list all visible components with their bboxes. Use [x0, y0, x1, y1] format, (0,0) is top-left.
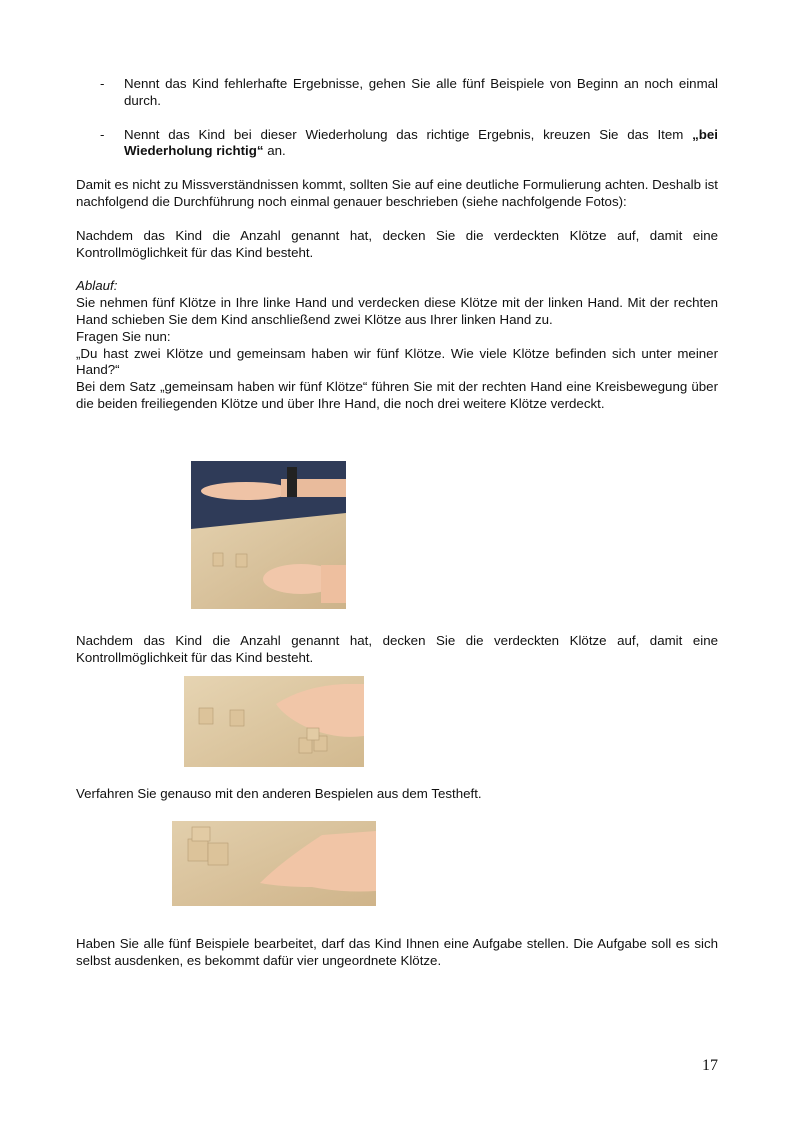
bullet-dash: -	[100, 76, 105, 91]
photo-revealed-blocks	[184, 676, 364, 767]
document-body	[76, 76, 718, 413]
question-quote: „Du hast zwei Klötze und gemeinsam haben wir fünf Klötze. Wie viele Klötze befinden sich unter meiner Hand?“	[76, 345, 718, 378]
bullet-dash: -	[100, 126, 105, 142]
paragraph-aufdecken-2: Nachdem das Kind die Anzahl genannt hat, decken Sie die verdeckten Klötze auf, damit eine Kontrollmöglichkeit für das Kind besteht.	[76, 633, 718, 665]
ablauf-text: Sie nehmen fünf Klötze in Ihre linke Hand und verdecken diese Klötze mit der linken Hand. Mit der rechten Hand schieben Sie dem Kind anschließend zwei Klötze aus Ihrer linken Hand zu.	[76, 295, 718, 327]
ablauf-label: Ablauf:	[76, 278, 118, 294]
paragraph-aufdecken-1: Nachdem das Kind die Anzahl genannt hat, decken Sie die verdeckten Klötze auf, damit eine Kontrollmöglichkeit für das Kind besteht.	[76, 227, 718, 260]
paragraph-missverstaendnis: Damit es nicht zu Missverständnissen kommt, sollten Sie auf eine deutliche Formulierung achten. Deshalb ist nachfolgend die Durchführung noch einmal genauer beschrieben (siehe nachfolgende Fotos):	[76, 177, 718, 209]
paragraph-abschluss: Haben Sie alle fünf Beispiele bearbeitet, darf das Kind Ihnen eine Aufgabe stellen. Die Aufgabe soll es sich selbst ausdenken, es bekommt dafür vier ungeordnete Klötze.	[76, 936, 718, 968]
photo-hand-covering-blocks	[191, 461, 346, 609]
bullet-wiederholung	[76, 127, 718, 161]
bullet-text-pre: Nennt das Kind bei dieser Wiederholung das richtige Ergebnis, kreuzen Sie das Item	[124, 126, 693, 142]
bullet-item-name: „bei Wiederholung richtig“	[124, 126, 718, 159]
photo-blocks-and-hand	[172, 821, 376, 906]
bullet-fehlerhafte-ergebnisse	[76, 76, 718, 110]
bullet-text: Nennt das Kind fehlerhafte Ergebnisse, gehen Sie alle fünf Beispiele von Beginn an noch einmal durch.	[124, 76, 718, 108]
page-number: 17	[702, 1057, 718, 1074]
bullet-text-post: an.	[263, 143, 286, 159]
kreisbewegung-text: Bei dem Satz „gemeinsam haben wir fünf Klötze“ führen Sie mit der rechten Hand eine Kreisbewegung über die beiden freiliegenden Klötze und über Ihre Hand, die noch drei weitere Klötze verdeckt.	[76, 379, 718, 411]
fragen-label: Fragen Sie nun:	[76, 328, 171, 344]
paragraph-verfahren: Verfahren Sie genauso mit den anderen Bespielen aus dem Testheft.	[76, 786, 482, 801]
ablauf-heading	[76, 278, 718, 295]
